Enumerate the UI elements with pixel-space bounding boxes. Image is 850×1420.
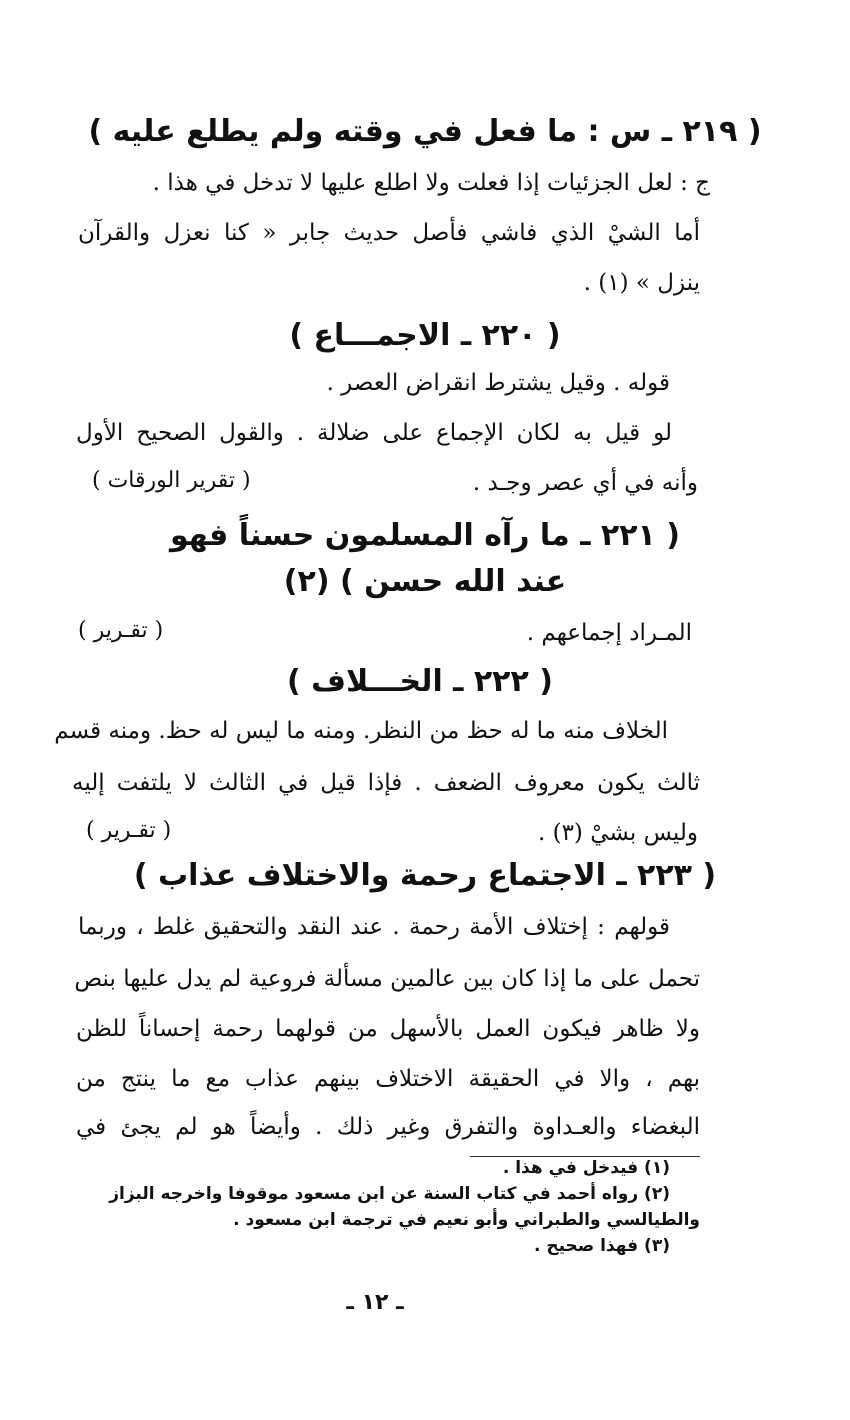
section-223-line-1: قولهم : إختلاف الأمة رحمة . عند النقد والتحقيق غلط ، وربما (78, 914, 670, 940)
attribution-note: ( تقرير الورقات ) (92, 468, 251, 493)
footnote-3: (٣) فهذا صحيح . (533, 1236, 670, 1256)
section-223-line-5: البغضاء والعـداوة والتفرق وغير ذلك . وأيضاً هو لم يجئ في (76, 1114, 700, 1140)
section-220-line-1: قوله . وقيل يشترط انقراض العصر . (326, 370, 670, 396)
section-219-line-3: ينزل » (١) . (583, 270, 700, 296)
section-219-line-1: ج : لعل الجزئيات إذا فعلت ولا اطلع عليها لا تدخل في هذا . (152, 170, 710, 196)
attribution-note: ( تقـرير ) (78, 618, 164, 643)
section-220-line-2: لو قيل به لكان الإجماع على ضلالة . والقول الصحيح الأول (76, 420, 672, 446)
section-heading-223: ( ٢٢٣ ـ الاجتماع رحمة والاختلاف عذاب ) (133, 858, 717, 893)
section-223-line-4: بهم ، والا في الحقيقة الاختلاف بينهم عذاب مع ما ينتج من (76, 1066, 700, 1092)
footnote-1: (١) فيدخل في هذا . (502, 1158, 670, 1178)
footnote-2: (٢) رواه أحمد في كتاب السنة عن ابن مسعود موقوفا واخرجه البزاز (109, 1184, 670, 1204)
section-220-line-3: وأنه في أي عصر وجـد . (472, 470, 698, 496)
section-heading-219: ( ٢١٩ ـ س : ما فعل في وقته ولم يطلع عليه ) (88, 114, 762, 149)
section-219-line-2: أما الشيْ الذي فاشي فأصل حديث جابر « كنا نعزل والقرآن (78, 220, 700, 246)
section-heading-220: ( ٢٢٠ ـ الاجمـــاع ) (289, 318, 561, 353)
attribution-note: ( تقـرير ) (86, 818, 172, 843)
section-222-line-2: ثالث يكون معروف الضعف . فإذا قيل في الثالث لا يلتفت إليه (72, 770, 700, 796)
section-221-line-1: المـراد إجماعهم . (526, 620, 692, 646)
section-223-line-3: ولا ظاهر فيكون العمل بالأسهل من قولهما رحمة إحساناً للظن (76, 1016, 700, 1042)
section-223-line-2: تحمل على ما إذا كان بين عالمين مسألة فروعية لم يدل عليها بنص (74, 966, 700, 992)
page-number: ـ ١٢ ـ (346, 1290, 404, 1315)
section-222-line-3: وليس بشيْ (٣) . (537, 820, 698, 846)
section-heading-222: ( ٢٢٢ ـ الخـــلاف ) (287, 664, 553, 699)
footnote-2-continued: والطيالسي والطبراني وأبو نعيم في ترجمة ابن مسعود . (233, 1210, 700, 1230)
section-heading-221-line-1: ( ٢٢١ ـ ما رآه المسلمون حسناً فهو (170, 518, 680, 553)
section-heading-221-line-2: عند الله حسن ) (٢) (283, 564, 567, 599)
section-222-line-1: الخلاف منه ما له حظ من النظر. ومنه ما ليس له حظ. ومنه قسم (54, 718, 668, 744)
